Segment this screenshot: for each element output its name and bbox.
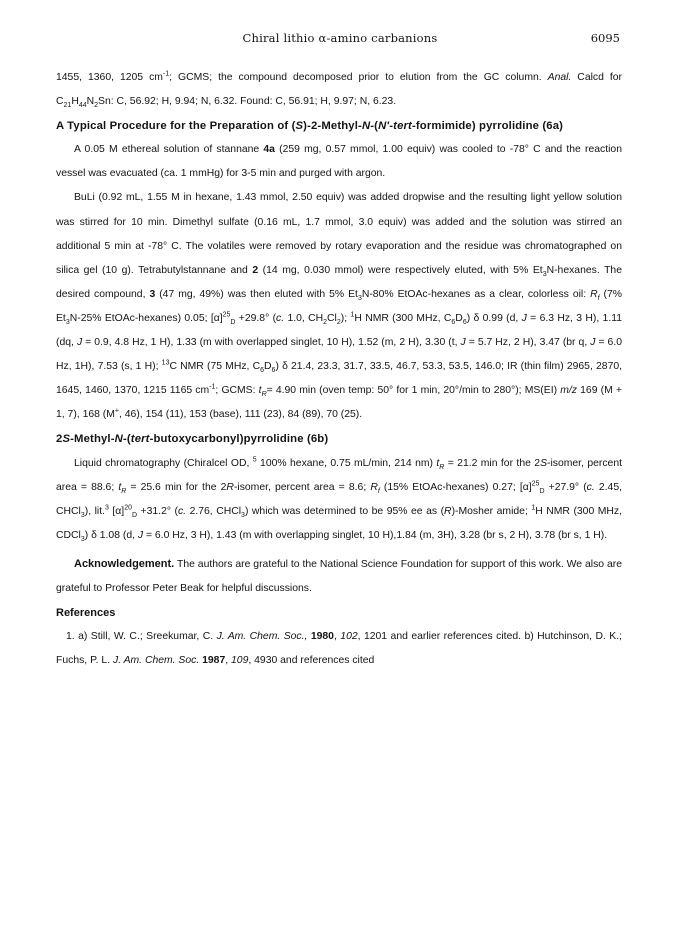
acknowledgement-heading: Acknowledgement.	[74, 557, 175, 570]
chromatography-paragraph: Liquid chromatography (Chiralcel OD, $^5$ 100% hexane, 0.75 mL/min, 214 nm) $t_R = 21.2$ min for the 2S-isomer, percent area = 88.6; $t_R = 25.6$ min for the 2R-isomer, percent area = 8.6; $R_f$ (15% EtOAc-hexanes) 0.27; $[\alpha]^{25}_D +27.9^\circ$ (c. 2.45, CHCl$_3$), lit.$^3$ $[\alpha]^{20}_D +31.2^\circ$ (c. 2.76, CHCl$_3$) which was determined to be 95% ee as (R)-Mosher amide; $^1$H NMR (300 MHz, CDCl$_3$) δ 1.08 (d, J = 6.0 Hz, 3 H), 1.43 (m with overlapping singlet, 10 H),1.84 (m, 3H), 3.28 (br s, 2 H), 3.78 (br s, 1 H).	[56, 456, 622, 543]
reference-1: 1. a) Still, W. C.; Sreekumar, C. J. Am. Chem. Soc., 1980, 102, 1201 and earlier references cited. b) Hutchinson, D. K.; Fuchs, P. L. J. Am. Chem. Soc. 1987, 109, 4930 and references cited	[56, 631, 622, 667]
running-header	[60, 31, 620, 47]
characterization-paragraph: 1455, 1360, 1205 $cm^{-1}$; GCMS; the compound decomposed prior to elution from the GC column. Anal. Calcd for $C_{21}H_{44}N_2Sn$: C, 56.92; H, 9.94; N, 6.32. Found: C, 56.91; H, 9.97; N, 6.23.	[56, 70, 622, 110]
procedure-paragraph: A 0.05 M ethereal solution of stannane 4a (259 mg, 0.57 mmol, 1.00 equiv) was cooled to -78° C and the reaction vessel was evacuated (ca. 1 mmHg) for 3-5 min and purged with argon.	[56, 144, 622, 180]
section-heading-6a: A Typical Procedure for the Preparation of (S)-2-Methyl-N-(N'-tert-formimide) pyrrolidine (6a)	[56, 120, 564, 133]
section-heading-6b: 2S-Methyl-N-(tert-butoxycarbonyl)pyrrolidine (6b)	[56, 433, 329, 446]
references-heading: References	[56, 607, 116, 620]
page-body	[56, 66, 622, 673]
procedure-paragraph-continued: BuLi (0.92 mL, 1.55 M in hexane, 1.43 mmol, 2.50 equiv) was added dropwise and the resulting light yellow solution was stirred for 10 min. Dimethyl sulfate (0.16 mL, 1.7 mmol, 3.0 equiv) was added and the solution was stirred an additional 5 min at -78° C. The volatiles were removed by rotary evaporation and the residue was chromatographed on silica gel (10 g). Tetrabutylstannane and 2 (14 mg, 0.030 mmol) were respectively eluted, with 5% $Et_3N$-hexanes. The desired compound, 3 (47 mg, 49%) was then eluted with 5% $Et_3N-80\%$ EtOAc-hexanes as a clear, colorless oil: $R_f$ (7% $Et_3N-25\%$ EtOAc-hexanes) 0.05; $[\alpha]^{25}_D +29.8^\circ$ (c. 1.0, $CH_2Cl_2$); $^1$H NMR (300 MHz, $C_6D_6$) δ 0.99 (d, J = 6.3 Hz, 3 H), 1.11 (dq, J = 0.9, 4.8 Hz, 1 H), 1.33 (m with overlapped singlet, 10 H), 1.52 (m, 2 H), 3.30 (t, J = 5.7 Hz, 2 H), 3.47 (br q, J = 6.0 Hz, 1H), 7.53 (s, 1 H); $^{13}$C NMR (75 MHz, $C_6D_6$) δ 21.4, 23.3, 31.7, 33.5, 46.7, 53.3, 53.5, 146.0; IR (thin film) 2965, 2870, 1645, 1460, 1370, 1215 1165 $cm^{-1}$; GCMS: $t_R= 4.90$ min (oven temp: 50° for 1 min, 20°/min to 280°); MS(EI) m/z 169 (M + 1, 7), 168 (M+, 46), 154 (11), 153 (base), 111 (23), 84 (89), 70 (25).	[56, 192, 623, 421]
page-number: 6095	[590, 31, 620, 45]
acknowledgement: Acknowledgement. The authors are grateful to the National Science Foundation for support of this work. We also are grateful to Professor Peter Beak for helpful discussions.	[56, 557, 622, 594]
running-title: Chiral lithio α-amino carbanions	[242, 31, 438, 45]
